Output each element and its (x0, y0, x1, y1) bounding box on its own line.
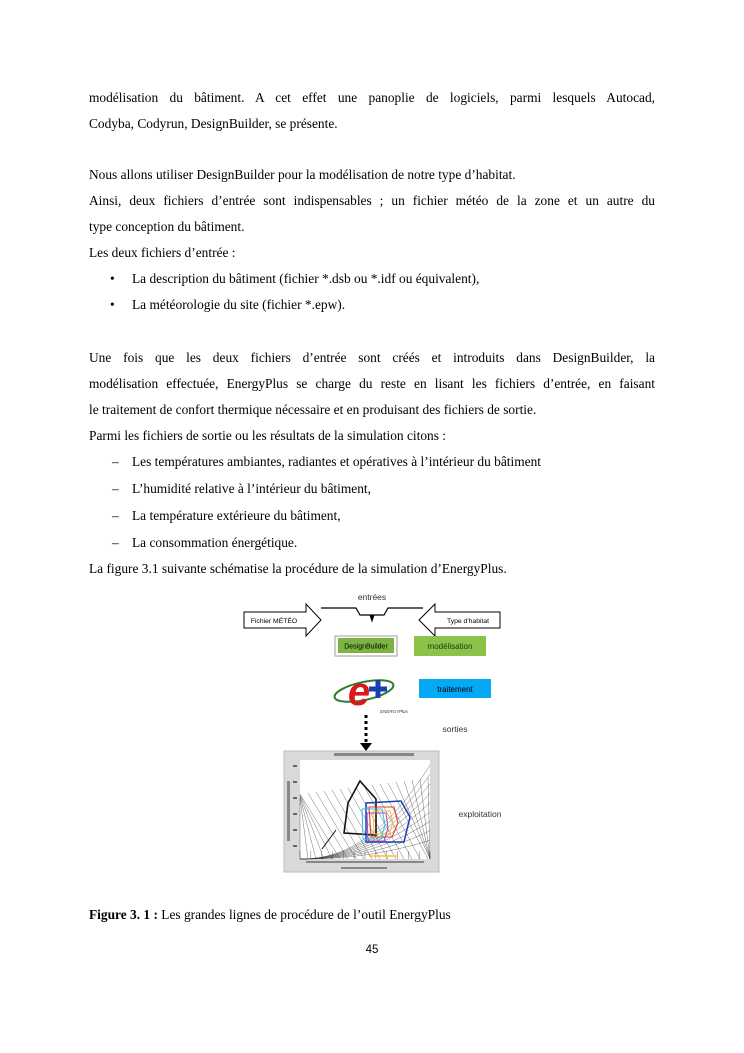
modelisation-label: modélisation (427, 642, 473, 651)
paragraph-3 (89, 345, 655, 449)
type-habitat-label: Type d'habitat (446, 618, 490, 625)
list-item (112, 476, 371, 502)
dash-mark: – (112, 508, 119, 523)
list-item (112, 530, 297, 556)
paragraph-2 (89, 162, 655, 266)
bullet-mark: • (110, 271, 115, 286)
dashed-arrow-head (360, 743, 372, 751)
paragraph-4 (89, 556, 655, 582)
designbuilder-label: DesignBuilder (344, 643, 388, 651)
text-line: modélisation du bâtiment. A cet effet une panoplie de logiciels, parmi lesquels Autocad, (89, 90, 655, 105)
figure-caption (89, 905, 451, 925)
text-line: le traitement de confort thermique nécessaire et en produisant des fichiers de sortie. (89, 402, 537, 417)
list-item-text: La description du bâtiment (fichier *.dsb ou *.idf ou équivalent), (132, 271, 480, 286)
caption-label: Figure 3. 1 : (89, 907, 158, 922)
list-item (112, 503, 341, 529)
text-line: Une fois que les deux fichiers d’entrée sont créés et introduits dans DesignBuilder, la (89, 350, 655, 365)
list-item-text: Les températures ambiantes, radiantes et opératives à l’intérieur du bâtiment (132, 454, 541, 469)
text-line: modélisation effectuée, EnergyPlus se charge du reste en lisant les fichiers d’entrée, en faisant (89, 376, 655, 391)
text-line: Nous allons utiliser DesignBuilder pour la modélisation de notre type d’habitat. (89, 167, 516, 182)
page-number: 45 (365, 944, 379, 956)
dash-mark: – (112, 454, 119, 469)
sorties-label: sorties (442, 724, 468, 734)
traitement-label: traitement (437, 685, 473, 694)
text-line: Les deux fichiers d’entrée : (89, 245, 236, 260)
list-item (110, 266, 479, 292)
figure-energyplus-procedure (236, 585, 508, 875)
dash-mark: – (112, 481, 119, 496)
list-item (112, 449, 541, 475)
text-line: type conception du bâtiment. (89, 219, 245, 234)
fichier-meteo-label: Fichier MÉTÉO (250, 618, 298, 625)
bracket-arrow (370, 615, 374, 621)
bracket-right (372, 608, 423, 615)
list-item-text: La température extérieure du bâtiment, (132, 508, 341, 523)
paragraph-1 (89, 85, 655, 137)
psychrometric-chart (284, 751, 439, 872)
list-item-text: La météorologie du site (fichier *.epw). (132, 297, 346, 312)
text-line: Ainsi, deux fichiers d’entrée sont indispensables ; un fichier météo de la zone et un autre du (89, 193, 655, 208)
energyplus-small-label: ENERGYPlus (380, 709, 408, 714)
list-item-text: L’humidité relative à l’intérieur du bâtiment, (132, 481, 371, 496)
bracket-left (321, 608, 372, 615)
list-item (110, 292, 345, 318)
text-line: La figure 3.1 suivante schématise la procédure de la simulation d’EnergyPlus. (89, 561, 507, 576)
energyplus-logo (333, 670, 409, 714)
dash-mark: – (112, 535, 119, 550)
text-line: Codyba, Codyrun, DesignBuilder, se présente. (89, 116, 338, 131)
exploitation-label: exploitation (458, 809, 502, 819)
svg-text:e: e (347, 670, 371, 714)
figure-label-entrees: entrées (357, 592, 387, 602)
bullet-mark: • (110, 297, 115, 312)
list-item-text: La consommation énergétique. (132, 535, 298, 550)
caption-text: Les grandes lignes de procédure de l’outil EnergyPlus (157, 907, 451, 922)
text-line: Parmi les fichiers de sortie ou les résultats de la simulation citons : (89, 428, 447, 443)
